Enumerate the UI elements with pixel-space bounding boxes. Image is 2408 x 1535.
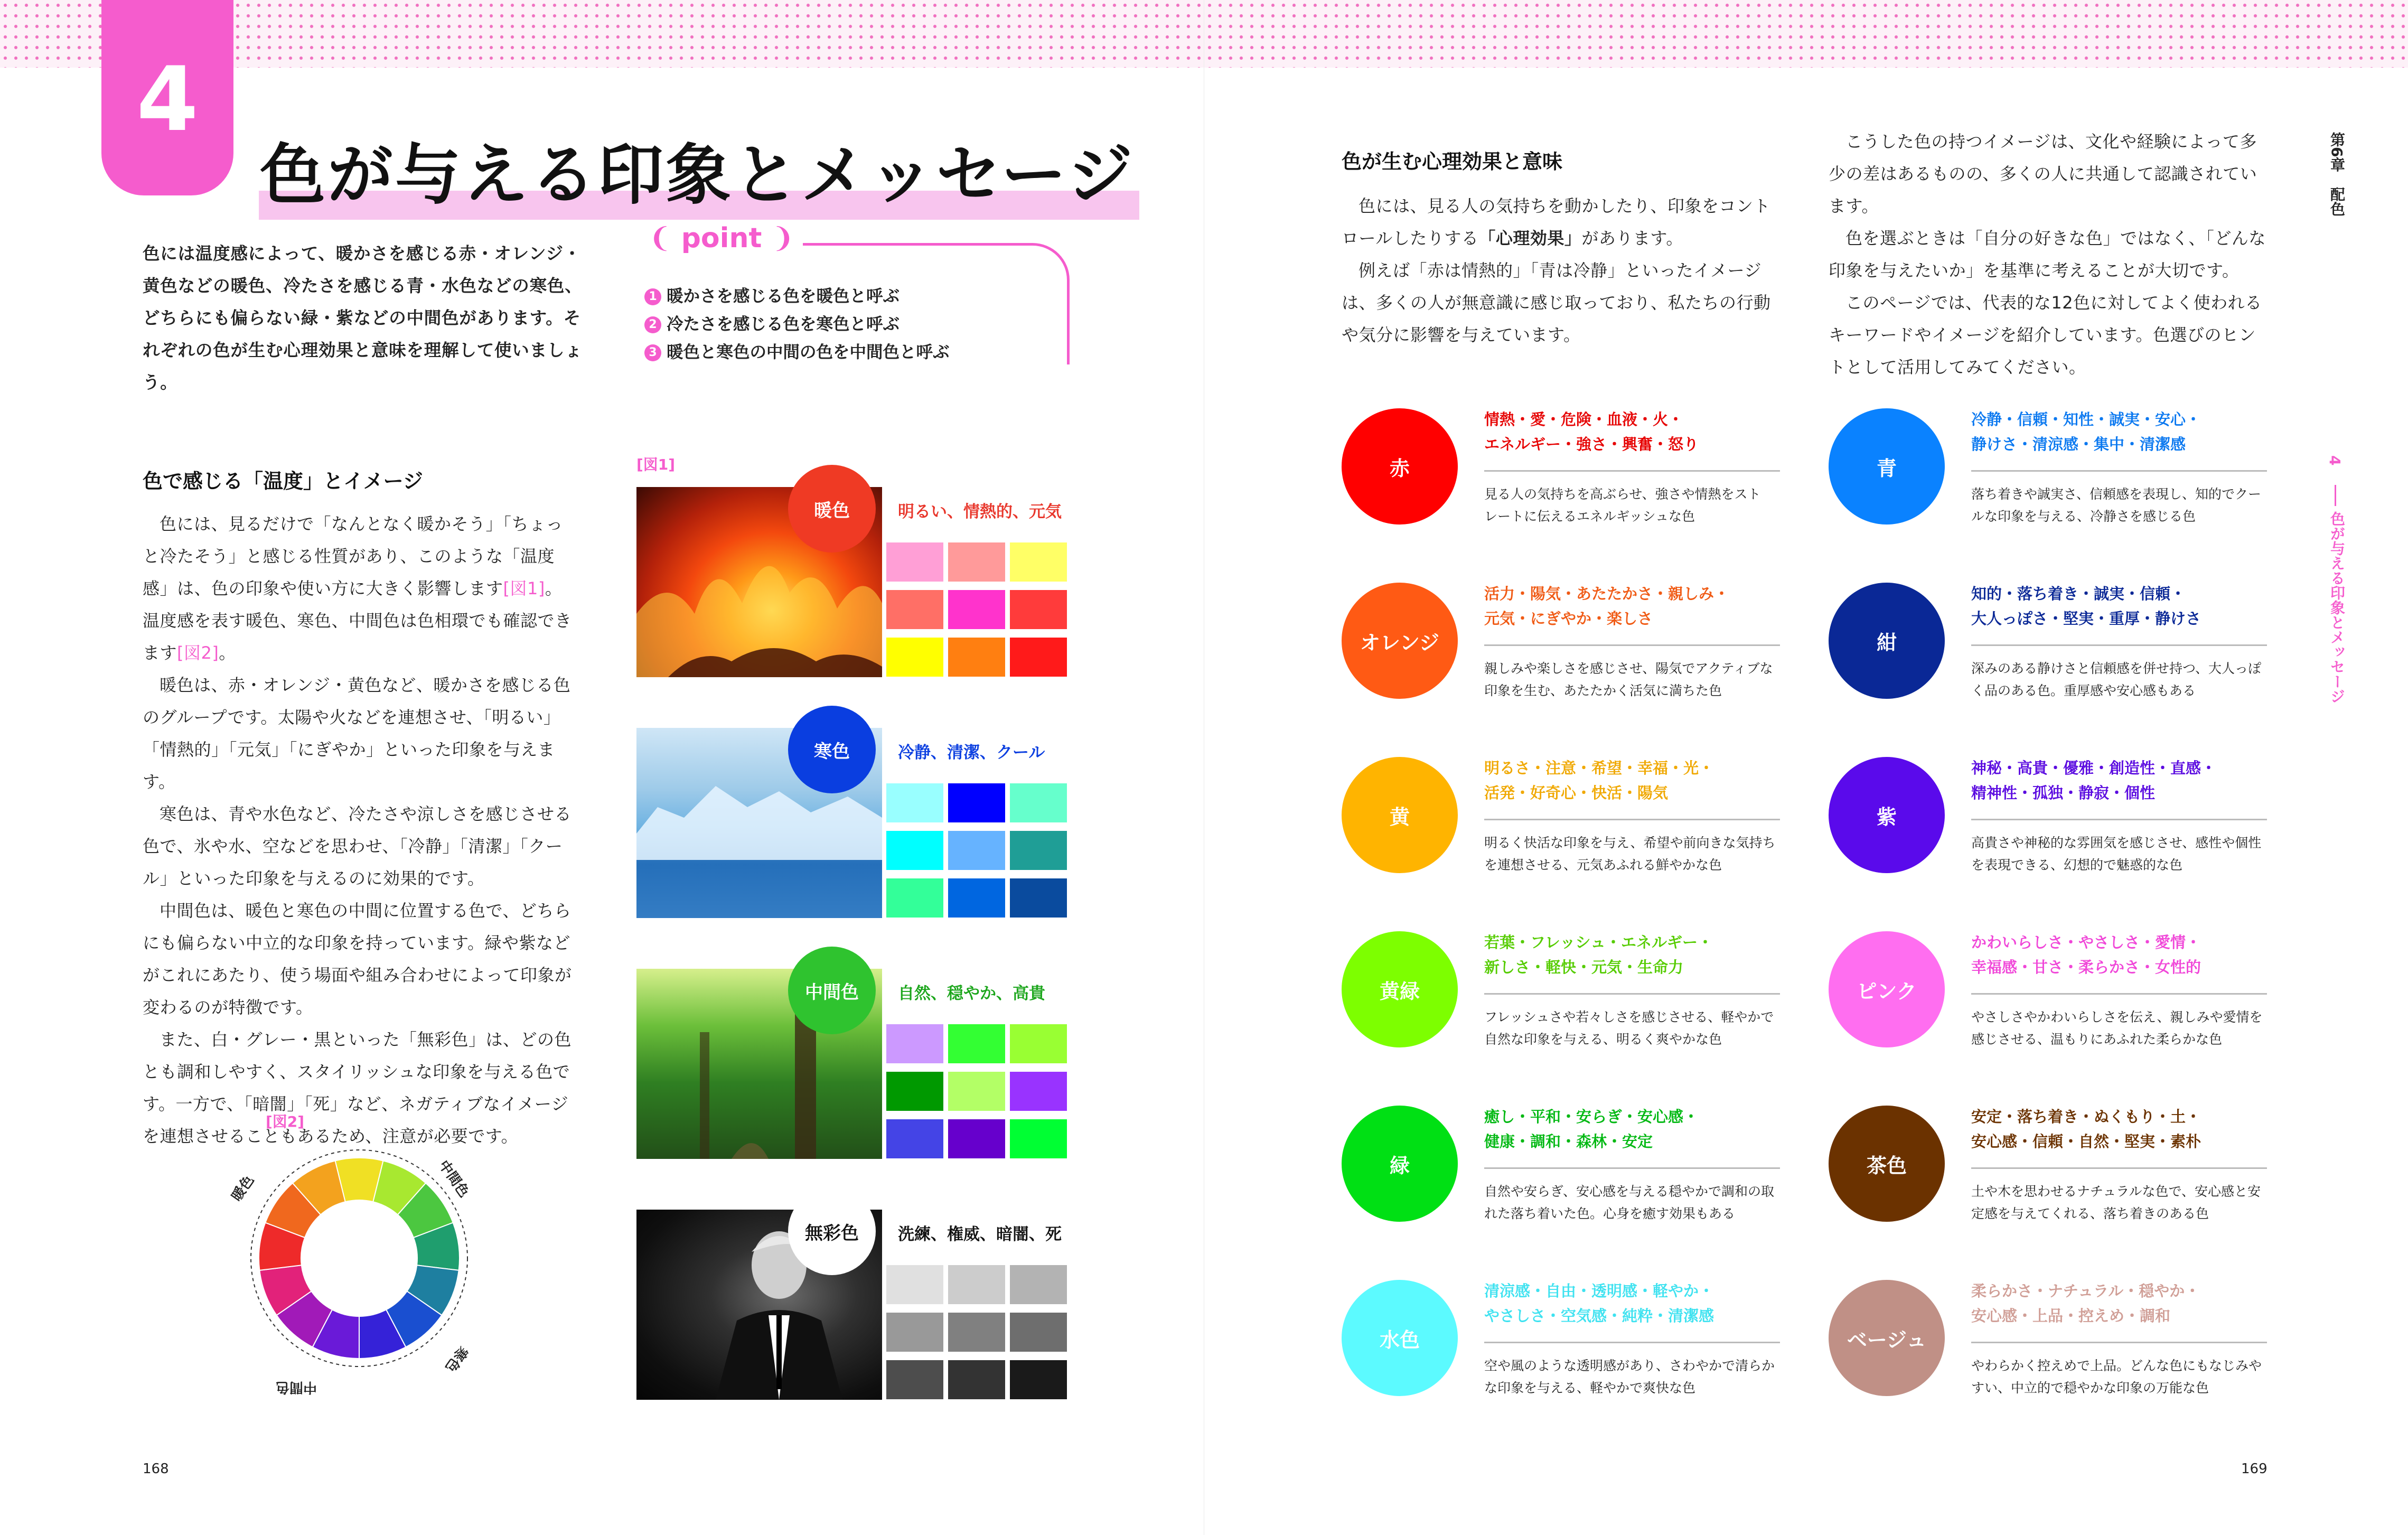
color-swatch bbox=[886, 783, 943, 822]
divider bbox=[1484, 470, 1780, 472]
description-line: な印象を与える、軽やかで爽快な色 bbox=[1484, 1380, 1696, 1396]
keyword-line: 冷静・信頼・知性・誠実・安心・ bbox=[1971, 410, 2201, 428]
divider bbox=[1971, 993, 2267, 995]
keyword-line: 幸福感・甘さ・柔らかさ・女性的 bbox=[1971, 958, 2201, 976]
color-name: 黄緑 bbox=[1379, 979, 1420, 1003]
paragraph: 中間色は、暖色と寒色の中間に位置する色で、どちらにも偏らない中立的な印象を持っています。緑や紫などがこれにあたり、使う場面や組み合わせによって印象が変わるのが特徴です。 bbox=[143, 901, 572, 1017]
color-swatch bbox=[948, 1119, 1005, 1158]
color-keywords bbox=[1971, 582, 2201, 631]
description-line: 空や風のような透明感があり、さわやかで清らか bbox=[1484, 1358, 1775, 1373]
keyword-line: エネルギー・強さ・興奮・怒り bbox=[1484, 435, 1699, 453]
description-line: やわらかく控えめで上品。どんな色にもなじみや bbox=[1971, 1358, 2262, 1373]
keyword-line: 活力・陽気・あたたかさ・親しみ・ bbox=[1484, 585, 1730, 603]
divider bbox=[1971, 644, 2267, 646]
keyword-line: 精神性・孤独・静寂・個性 bbox=[1971, 784, 2156, 802]
keyword-line: 柔らかさ・ナチュラル・穏やか・ bbox=[1971, 1282, 2200, 1300]
description-line: を表現できる、幻想的で魅惑的な色 bbox=[1971, 857, 2183, 873]
chapter-number-badge bbox=[101, 0, 233, 195]
point-label: ❨ point ❩ bbox=[640, 222, 803, 254]
color-keywords bbox=[1971, 1105, 2201, 1154]
color-name: ベージュ bbox=[1847, 1328, 1927, 1352]
color-description bbox=[1484, 658, 1773, 702]
color-circle bbox=[1829, 1280, 1945, 1396]
color-name: 水色 bbox=[1379, 1328, 1420, 1352]
point-number: 3 bbox=[644, 344, 661, 361]
color-description bbox=[1971, 658, 2261, 702]
middle-circle: 中間色 bbox=[788, 947, 876, 1034]
side-divider bbox=[2335, 485, 2336, 506]
divider bbox=[1484, 819, 1780, 820]
color-circle bbox=[1829, 408, 1945, 525]
psychology-body-right bbox=[1829, 126, 2267, 383]
divider bbox=[1484, 993, 1780, 995]
side-chapter: 第6章 配色 bbox=[2328, 132, 2346, 217]
keyword-line: 活発・好奇心・快活・陽気 bbox=[1484, 784, 1669, 802]
description-line: を連想させる、元気あふれる鮮やかな色 bbox=[1484, 857, 1722, 873]
page-title: 色が与える印象とメッセージ bbox=[259, 123, 1139, 220]
color-swatch bbox=[948, 1072, 1005, 1111]
color-keywords bbox=[1971, 756, 2216, 806]
description-line: 感じさせる、温もりにあふれた柔らかな色 bbox=[1971, 1032, 2223, 1047]
point-item: 3 暖色と寒色の中間の色を中間色と呼ぶ bbox=[644, 339, 950, 367]
keyword-line: 安心感・上品・控えめ・調和 bbox=[1971, 1307, 2171, 1325]
color-description bbox=[1484, 1355, 1775, 1399]
keyword-line: かわいらしさ・やさしさ・愛情・ bbox=[1971, 933, 2201, 951]
chapter-number: 4 bbox=[136, 48, 199, 151]
wheel-label-warm: 暖色 bbox=[228, 1173, 258, 1204]
color-circle bbox=[1342, 931, 1458, 1047]
keyword-line: 癒し・平和・安らぎ・安心感・ bbox=[1484, 1108, 1699, 1126]
paragraph: こうした色の持つイメージは、文化や経験によって多少の差はあるものの、多くの人に共通して認識されています。 bbox=[1829, 132, 2257, 216]
color-description bbox=[1971, 1355, 2262, 1399]
color-keywords bbox=[1484, 582, 1729, 631]
divider bbox=[1971, 1342, 2267, 1343]
color-circle bbox=[1342, 757, 1458, 873]
color-name: 紺 bbox=[1876, 631, 1897, 654]
color-description bbox=[1484, 1181, 1774, 1225]
keyword-line: 情熱・愛・危険・血液・火・ bbox=[1484, 410, 1684, 428]
description-line: 深みのある静けさと信頼感を併せ持つ、大人っぽ bbox=[1971, 661, 2262, 676]
color-keywords bbox=[1484, 930, 1713, 980]
description-line: 親しみや楽しさを感じさせ、陽気でアクティブな bbox=[1484, 661, 1773, 676]
color-description bbox=[1971, 1006, 2263, 1051]
color-swatch bbox=[886, 590, 943, 629]
point-item: 2 冷たさを感じる色を寒色と呼ぶ bbox=[644, 311, 950, 339]
wheel-label-cold: 寒色 bbox=[442, 1343, 471, 1375]
paragraph: 暖色は、赤・オレンジ・黄色など、暖かさを感じる色のグループです。太陽や火などを連想させ、「明るい」「情熱的」「元気」「にぎやか」といった印象を与えます。 bbox=[143, 675, 571, 792]
keyword-line: 新しさ・軽快・元気・生命力 bbox=[1484, 958, 1684, 976]
keyword-line: やさしさ・空気感・純粋・清潔感 bbox=[1484, 1307, 1714, 1325]
color-name: 黄 bbox=[1389, 805, 1410, 829]
divider bbox=[1484, 1167, 1780, 1169]
color-keywords bbox=[1971, 407, 2201, 457]
color-swatch bbox=[1010, 1119, 1067, 1158]
paragraph: 色には、見るだけで「なんとなく暖かそう」「ちょっと冷たそう」と感じる性質があり、このような「温度感」は、色の印象や使い方に大きく影響します[図1]。温度感を表す暖色、寒色、中間色は色相環でも確認できます[図2]。 bbox=[143, 514, 572, 663]
middle-keywords: 自然、穏やか、高貴 bbox=[898, 984, 1045, 1003]
description-line: レートに伝えるエネルギッシュな色 bbox=[1484, 509, 1695, 524]
color-swatch bbox=[948, 1265, 1005, 1304]
color-swatch bbox=[886, 1265, 943, 1304]
warm-circle: 暖色 bbox=[788, 465, 876, 553]
color-circle bbox=[1829, 583, 1945, 699]
point-item: 1 暖かさを感じる色を暖色と呼ぶ bbox=[644, 283, 950, 311]
description-line: 高貴さや神秘的な雰囲気を感じさせ、感性や個性 bbox=[1971, 835, 2262, 850]
color-description bbox=[1484, 1006, 1774, 1051]
color-keywords bbox=[1484, 756, 1714, 806]
intro-text: 色には温度感によって、暖かさを感じる赤・オレンジ・黄色などの暖色、冷たさを感じる青・水色などの寒色、どちらにも偏らない緑・紫などの中間色があります。それぞれの色が生む心理効果と意味を理解して使いましょう。 bbox=[143, 244, 583, 392]
figure1-label: [図1] bbox=[636, 456, 676, 473]
color-swatch bbox=[1010, 783, 1067, 822]
description-line: 印象を生む、あたたかく活気に満ちた色 bbox=[1484, 683, 1722, 698]
color-circle bbox=[1829, 757, 1945, 873]
cool-keywords: 冷静、清潔、クール bbox=[898, 743, 1045, 762]
warm-keywords: 明るい、情熱的、元気 bbox=[898, 502, 1062, 521]
color-name: ピンク bbox=[1857, 979, 1917, 1003]
description-line: 見る人の気持ちを高ぶらせ、強さや情熱をスト bbox=[1484, 486, 1761, 502]
color-name: 緑 bbox=[1389, 1154, 1410, 1177]
color-name: 茶色 bbox=[1866, 1154, 1907, 1177]
wheel-label-middle-top: 中間色 bbox=[435, 1157, 472, 1201]
color-circle bbox=[1342, 583, 1458, 699]
color-description bbox=[1971, 832, 2261, 876]
color-wheel bbox=[248, 1147, 470, 1369]
color-keywords bbox=[1971, 1279, 2200, 1328]
color-circle bbox=[1342, 408, 1458, 525]
color-circle bbox=[1342, 1280, 1458, 1396]
achromatic-circle: 無彩色 bbox=[788, 1187, 876, 1275]
keyword-line: 安定・落ち着き・ぬくもり・土・ bbox=[1971, 1108, 2201, 1126]
color-swatch bbox=[948, 542, 1005, 582]
description-line: 自然な印象を与える、明るく爽やかな色 bbox=[1484, 1032, 1722, 1047]
color-swatch bbox=[1010, 1265, 1067, 1304]
achromatic-keywords: 洗練、権威、暗闇、死 bbox=[898, 1225, 1062, 1244]
color-circle bbox=[1829, 931, 1945, 1047]
side-section-number: 4 bbox=[2326, 455, 2344, 466]
point-number: 2 bbox=[644, 316, 661, 333]
paragraph: また、白・グレー・黒といった「無彩色」は、どの色とも調和しやすく、スタイリッシュな印象を与える色です。一方で、「暗闇」「死」など、ネガティブなイメージを連想させることもあるため、注意が必要です。 bbox=[143, 1029, 572, 1146]
divider bbox=[1971, 1167, 2267, 1169]
description-line: れた落ち着いた色。心身を癒す効果もある bbox=[1484, 1206, 1736, 1221]
color-swatch bbox=[1010, 1072, 1067, 1111]
divider bbox=[1484, 1342, 1780, 1343]
point-number: 1 bbox=[644, 288, 661, 305]
color-name: オレンジ bbox=[1360, 631, 1440, 654]
color-swatch bbox=[886, 1360, 943, 1399]
paragraph: 寒色は、青や水色など、冷たさや涼しさを感じさせる色で、氷や水、空などを思わせ、「冷静」「清潔」「クール」といった印象を与えるのに効果的です。 bbox=[143, 804, 572, 888]
keyword-line: 知的・落ち着き・誠実・信頼・ bbox=[1971, 585, 2186, 603]
wheel-label-middle-bottom: 中間色 bbox=[276, 1379, 317, 1395]
divider bbox=[1971, 819, 2267, 820]
paragraph: 色を選ぶときは「自分の好きな色」ではなく、「どんな印象を与えたいか」を基準に考えることが大切です。 bbox=[1829, 228, 2266, 280]
color-circle bbox=[1342, 1106, 1458, 1222]
cool-circle: 寒色 bbox=[788, 706, 876, 793]
color-swatch bbox=[948, 783, 1005, 822]
color-swatch bbox=[948, 638, 1005, 677]
description-line: やさしさやかわいらしさを伝え、親しみや愛情を bbox=[1971, 1009, 2263, 1025]
keyword-line: 若葉・フレッシュ・エネルギー・ bbox=[1484, 933, 1713, 951]
description-line: すい、中立的で穏やかな印象の万能な色 bbox=[1971, 1380, 2209, 1396]
color-swatch bbox=[886, 1072, 943, 1111]
color-name: 赤 bbox=[1389, 456, 1410, 480]
page-number-right: 169 bbox=[2241, 1461, 2268, 1477]
color-keywords bbox=[1484, 407, 1699, 457]
color-keywords bbox=[1484, 1105, 1699, 1154]
color-swatch bbox=[948, 1313, 1005, 1352]
point-list bbox=[644, 283, 950, 367]
description-line: ルな印象を与える、冷静さを感じる色 bbox=[1971, 509, 2196, 524]
keyword-line: 静けさ・清涼感・集中・清潔感 bbox=[1971, 435, 2186, 453]
color-swatch bbox=[948, 878, 1005, 918]
description-line: 明るく快活な印象を与え、希望や前向きな気持ち bbox=[1484, 835, 1776, 850]
color-swatch bbox=[1010, 878, 1067, 918]
color-name: 青 bbox=[1876, 456, 1897, 480]
psychology-body-left bbox=[1342, 190, 1780, 351]
color-swatch bbox=[886, 878, 943, 918]
keyword-line: 明るさ・注意・希望・幸福・光・ bbox=[1484, 759, 1714, 777]
color-swatch bbox=[1010, 831, 1067, 870]
point-box bbox=[644, 222, 1070, 364]
color-swatch bbox=[886, 831, 943, 870]
section-heading-temperature: 色で感じる「温度」とイメージ bbox=[143, 470, 423, 493]
paragraph: 色には、見る人の気持ちを動かしたり、印象をコントロールしたりする「心理効果」があります。 bbox=[1342, 196, 1771, 248]
color-swatch bbox=[1010, 1360, 1067, 1399]
divider bbox=[1971, 470, 2267, 472]
description-line: 自然や安らぎ、安心感を与える穏やかで調和の取 bbox=[1484, 1184, 1775, 1199]
color-swatch bbox=[886, 638, 943, 677]
description-line: 土や木を思わせるナチュラルな色で、安心感と安 bbox=[1971, 1184, 2261, 1199]
color-swatch bbox=[1010, 1024, 1067, 1063]
color-swatch bbox=[1010, 590, 1067, 629]
color-keywords bbox=[1484, 1279, 1714, 1328]
divider bbox=[1484, 644, 1780, 646]
color-description bbox=[1484, 832, 1776, 876]
description-line: く品のある色。重厚感や安心感もある bbox=[1971, 683, 2196, 698]
description-line: 落ち着きや誠実さ、信頼感を表現し、知的でクー bbox=[1971, 486, 2262, 502]
page-number-left: 168 bbox=[143, 1461, 169, 1477]
color-swatch bbox=[886, 1313, 943, 1352]
keyword-line: 清涼感・自由・透明感・軽やか・ bbox=[1484, 1282, 1714, 1300]
color-swatch bbox=[948, 831, 1005, 870]
color-swatch bbox=[948, 590, 1005, 629]
color-swatch bbox=[948, 1024, 1005, 1063]
color-description bbox=[1484, 483, 1761, 528]
color-swatch bbox=[886, 1119, 943, 1158]
keyword-line: 健康・調和・森林・安定 bbox=[1484, 1132, 1653, 1150]
paragraph: このページでは、代表的な12色に対してよく使われるキーワードやイメージを紹介しています。色選びのヒントとして活用してみてください。 bbox=[1829, 293, 2262, 377]
color-description bbox=[1971, 483, 2261, 528]
side-section-title: 色が与える印象とメッセージ bbox=[2328, 511, 2346, 704]
color-name: 紫 bbox=[1876, 805, 1897, 829]
description-line: フレッシュさや若々しさを感じさせる、軽やかで bbox=[1484, 1009, 1774, 1025]
description-line: 定感を与えてくれる、落ち着きのある色 bbox=[1971, 1206, 2209, 1221]
color-circle bbox=[1829, 1106, 1945, 1222]
color-description bbox=[1971, 1181, 2261, 1225]
color-swatch bbox=[948, 1360, 1005, 1399]
section-heading-psychology: 色が生む心理効果と意味 bbox=[1342, 150, 1563, 173]
color-swatch bbox=[1010, 542, 1067, 582]
figure2-label: [図2] bbox=[266, 1113, 305, 1130]
color-swatch bbox=[886, 1024, 943, 1063]
paragraph: 例えば「赤は情熱的」「青は冷静」といったイメージは、多くの人が無意識に感じ取っており、私たちの行動や気分に影響を与えています。 bbox=[1342, 260, 1771, 345]
color-swatch bbox=[886, 542, 943, 582]
keyword-line: 神秘・高貴・優雅・創造性・直感・ bbox=[1971, 759, 2217, 777]
keyword-line: 大人っぽさ・堅実・重厚・静けさ bbox=[1971, 610, 2201, 628]
temperature-body bbox=[143, 508, 576, 1153]
keyword-line: 元気・にぎやか・楽しさ bbox=[1484, 610, 1653, 628]
color-keywords bbox=[1971, 930, 2201, 980]
color-swatch bbox=[1010, 638, 1067, 677]
color-swatch bbox=[1010, 1313, 1067, 1352]
keyword-line: 安心感・信頼・自然・堅実・素朴 bbox=[1971, 1132, 2201, 1150]
